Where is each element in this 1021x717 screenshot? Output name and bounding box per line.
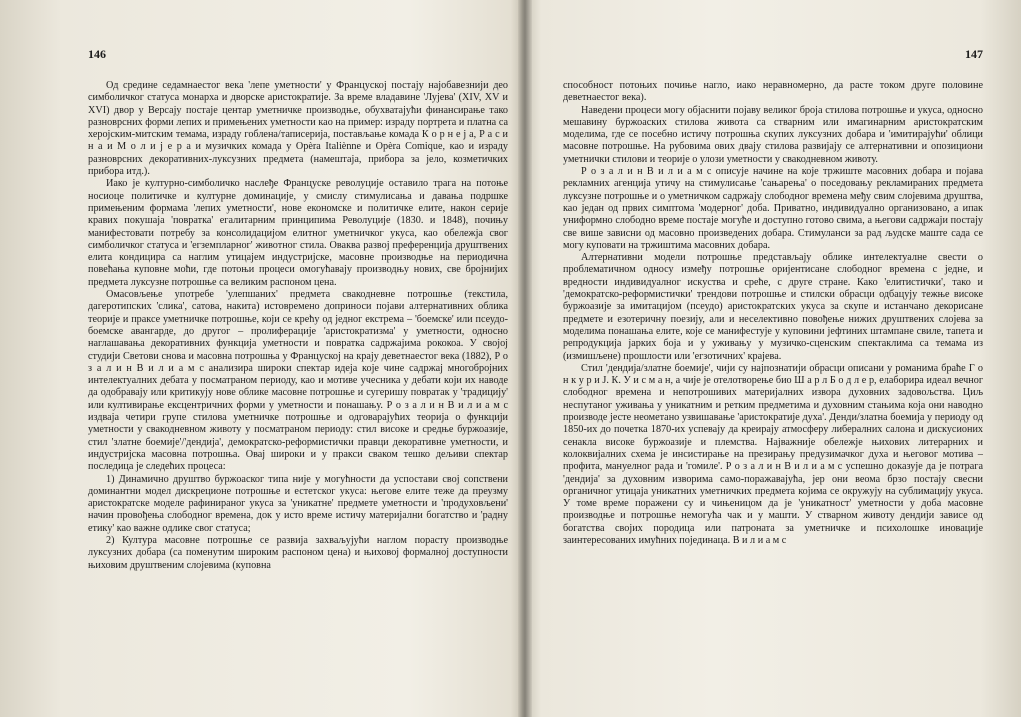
left-paragraph: Иако је културно-симболичко наслеђе Француске револуције оставило трага на потоње носиоце политичке и културне доминације, у смислу стимулисања и давања подршке примењеним формама 'лепих уметности', нове економске и политичке елите, након серије кравих покушаја 'повратка' егалитарним принципима Револуције (1830. и 1848), почињу манифестовати потребу за консолидацијом елитног уметничког укуса, као обележја свог симболичког статуса и 'егземпларног' животног стила. Оваква развој преференција друштвених елита кондицира са наглим утицајем индустријске, масовне производње на периодична повећања куповне моћи, где потоњи процеси омогућавају производњу нових, све бројнијих предмета луксузне потрошње са великим распоном цена. — [88, 178, 508, 288]
right-paragraph: Р о з а л и н В и л и а м с описује начине на које тржиште масовних добара и појава рекламних агенција утичу на стимулисање 'сањарења' о поседовању рекламираних предмета луксузне потрошње и о уметничком садржају слободног времена међу свим слојевима друштва, као један од првих симптома 'модерног' доба. Приватно, индивидуално организовано, а ипак униформно слободно време постаје могуће и доступно готово свима, а његови садржаји постају све више зависни од масовно произведених добара. Стимуланси за рад људске маште сада се могу куповати на тржиштима масовних добара. — [563, 166, 983, 251]
left-paragraph: Од средине седамнаестог века 'лепе уметности' у Француској постају најобавезнији део симболичког статуса монарха и дворске аристократије. За време владавине 'Лујева' (XIV, XV и XVI) двор у Версају постаје центар уметничке производње, обухватајући финансирање тако разноврсних форми лепих и примењених уметности као на пример: израду портрета и платна са херојским-митским темама, израду гоблена/таписерија, постављање комада К о р н е ј а, Р а с и н а и М о л и ј е р а и музичких комада у Opèra Italiènne и Opèra Comique, као и израду разноврсних декоративних-луксузних предмета (намештаја, прибора за јело, козметичких прибора итд.). — [88, 80, 508, 178]
left-page-number: 146 — [88, 47, 106, 61]
right-paragraph: способност потоњих почиње нагло, иако неравномерно, да расте током друге половине деветнаестог века). — [563, 80, 983, 104]
right-paragraph: Наведени процеси могу објаснити појаву великог броја стилова потрошње и укуса, односно мешавину буржоаских стилова живота са стварним или имагинарним аристократским моделима, где се посебно истичу потрошња скупих луксузних добара и 'имитирајући' облици масовне потрошње. На рубовима ових двају стилова развијају се алтернативни и опозициони уметнички стилови и теорије о улози уметности у свакодневном животу. — [563, 104, 983, 165]
left-paragraph: 2) Култура масовне потрошње се развија захваљујући наглом порасту производње луксузних добара (са поменутим широким распоном цена) и њиховој формалној доступности њиховим друштвеним слојевима (куповна — [88, 534, 508, 571]
right-paragraph: Алтернативни модели потрошње представљају облике интелектуалне свести о проблематичном односу између потрошње оријентисане слободног времена с једне, и вредности индивидуалног искуства и срећe, с друге стране. Како 'елитистички', тако и 'демократско-реформистички' трендови потрошње и стилски обрасци одбацују тежње високе буржоазије за имитацијом (псеудо) аристократских укуса за скупе и истанчано декорисане предмете и езотеричну поезију, али и неселективно повођење нижих друштвених слојева за моделима понашања елите, које се манифестује у куповини јефтиних штампане свиле, тапета и репродукција јарких боја и у уживању у музичко-сценским спектаклима са темама из (измишљене) прошлости или 'егзотичних' крајева. — [563, 252, 983, 362]
right-page — [563, 46, 983, 696]
left-page — [88, 46, 508, 696]
left-paragraph: Омасовљење употребе 'улепшаних' предмета свакодневне потрошње (текстила, дагеротипских 'слика', сатова, накита) истовремено доприноси појави алтернативних облика теорије и праксе уметничке потрошње, који се крећу од једног екстрема – 'боемске' или псеудо-боемске авангарде, до другог – пролиферације 'аристократизма' у уметности, односно наглашавања декоративних функција уметности и повратка садржајима рококоа. У својој студији Светови снова и масовна потрошња у Француској на крају деветнаестог века (1882), Р о з а л и н В и л и а м с анализира широки спектар идеја које чине садржај многобројних интелектуалних дебата у посматраном периоду, као и мотиве учесника у дебати који их наводе да одобравају или критикују нове облике масовне потрошње и сугеришу повратак у 'традицију' или култивирање ексцентричних форми у уметности и понашању. Р о з а л и н В и л и а м с издваја четири групе стилова уметничке потрошње и одговарајућих теорија о функцији уметности у свакодневном животу у посматраном периоду: стил високе и средње буржоазије, стил 'златне боемије'/'дендија', демократско-реформистички правци декоративне уметности, и индустријска масовна потрошња. Овај широки и у пракси сваком тешко дељиви спектар последица је следећих процеса: — [88, 289, 508, 473]
right-paragraph: Стил 'дендија/златне боемије', чији су најпознатији обрасци описани у романима браће Г о н к у р и Ј. К. У и с м а н, а чије је отелотворење био Ш а р л Б о д л е р, елаборира идеал вечног слободног времена и непотрошивих материјалних извора духовних задовољства. Циљ неспутаног уживања у уникатним и ретким предметима и духовним стањима која они наводно производе јесте неометано узвишавање 'аристократије духа'. Денди/златна боемија у периоду од 1850-их до почетка 1870-их успевају да креирају атмосферу либералних салона и дискусионих сенакла високе буржоазије и племства. Најважније обележје њихових литерарних и колоквијалних схема је инсистирање на презирању предузимачког духа и његовог мотива – профита, мануелног рада и 'гомиле'. Р о з а л и н В и л и а м с успешно доказује да је потрага 'дендија' за духовним изворима само-поражавајућа, јер они веома брзо постају свесни органичног утицаја уникатних уметничких предмета којима се окружују на сублимацију укуса. У томе време поражени су и чињеницом да је 'уникатност' уметности у доба масовне производње и потрошње немогућа чак и у машти. У стварном животу дендији зависе од богатства својих породица или патроната за уметничке и психолошке иновације заинтересованих имућних појединаца. В и л и а м с — [563, 362, 983, 546]
book-gutter — [518, 0, 532, 717]
left-paragraph: 1) Динамично друштво буржоаског типа није у могућности да успостави свој сопствени доминантни модел дискреционе потрошње и естетског укуса: његове елите теже да преузму аристократске моделе рафинираног укуса за 'уникатне' предмете уметности и 'продуховљени' начин провођења слободног времена, док у исто време истичу материјални богатство и 'радну етику' као важне одлике свог статуса; — [88, 473, 508, 534]
right-page-number: 147 — [965, 47, 983, 61]
